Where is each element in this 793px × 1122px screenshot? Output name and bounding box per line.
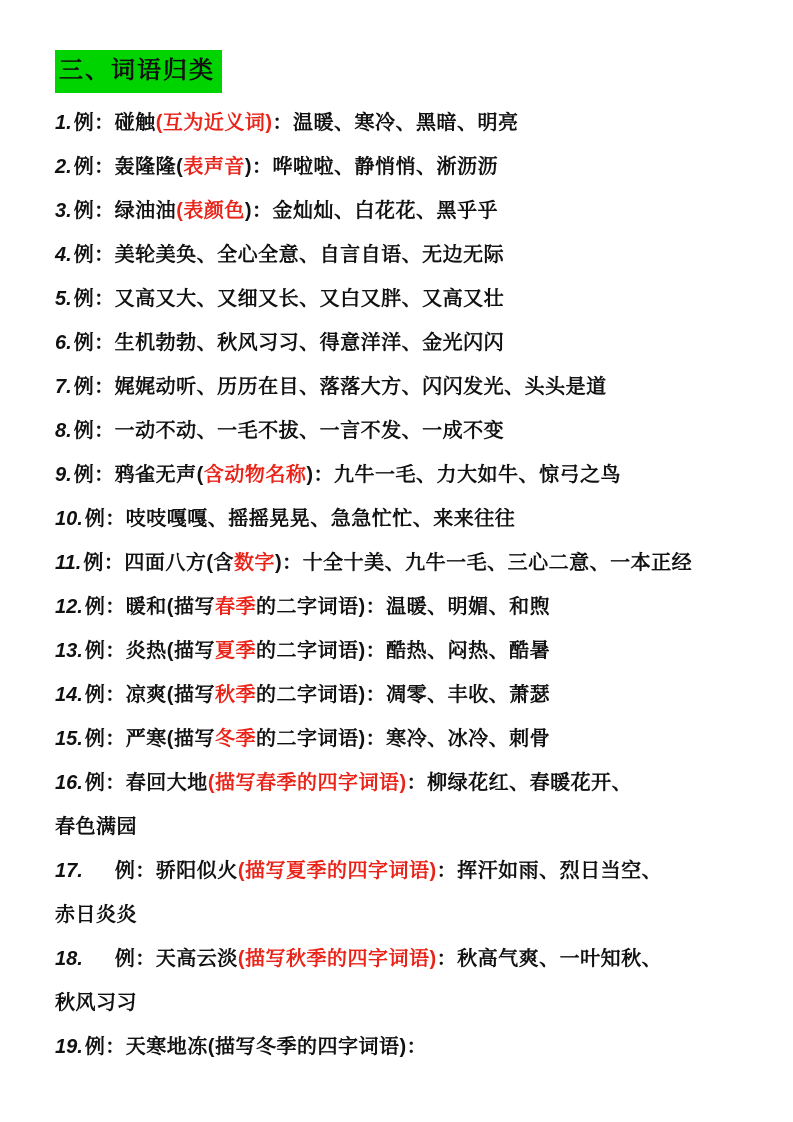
item-text: 例：娓娓动听、历历在目、落落大方、闪闪发光、头头是道 bbox=[73, 376, 607, 398]
item-text: 例：天高云淡 bbox=[114, 948, 238, 970]
red-annotation: 冬季 bbox=[214, 728, 256, 750]
item-text: ：挥汗如雨、烈日当空、 bbox=[436, 860, 663, 882]
item-text: 例：春回大地 bbox=[84, 772, 208, 794]
red-annotation: 夏季 bbox=[214, 640, 256, 662]
word-item-2 bbox=[55, 145, 763, 189]
word-item-13 bbox=[55, 629, 763, 673]
word-item-9 bbox=[55, 453, 763, 497]
item-number: 13. bbox=[55, 640, 83, 662]
item-number: 19. bbox=[55, 1036, 83, 1058]
word-item-14 bbox=[55, 673, 763, 717]
item-text: 例：天寒地冻(描写冬季的四字词语)： bbox=[84, 1036, 428, 1058]
item-number: 6. bbox=[55, 332, 72, 354]
red-annotation: (表颜色 bbox=[176, 200, 245, 222]
item-text: 例：轰隆隆( bbox=[73, 156, 184, 178]
red-annotation: 春季 bbox=[214, 596, 256, 618]
red-annotation: 秋季 bbox=[214, 684, 256, 706]
word-item-11 bbox=[55, 541, 763, 585]
item-number: 15. bbox=[55, 728, 83, 750]
item-text: 例：吱吱嘎嘎、摇摇晃晃、急急忙忙、来来往往 bbox=[84, 508, 516, 530]
item-text: 例：生机勃勃、秋风习习、得意洋洋、金光闪闪 bbox=[73, 332, 505, 354]
section-title-row bbox=[55, 50, 763, 93]
word-item-3 bbox=[55, 189, 763, 233]
item-text: 例：凉爽(描写 bbox=[84, 684, 215, 706]
item-text: 的二字词语)：寒冷、冰冷、刺骨 bbox=[255, 728, 551, 750]
item-text: 的二字词语)：凋零、丰收、萧瑟 bbox=[255, 684, 551, 706]
item-text: 例：美轮美奂、全心全意、自言自语、无边无际 bbox=[73, 244, 505, 266]
red-annotation: 含动物名称 bbox=[203, 464, 307, 486]
item-number: 14. bbox=[55, 684, 83, 706]
red-annotation: (互为近义词) bbox=[155, 112, 273, 134]
red-annotation: 数字 bbox=[234, 552, 275, 574]
item-text: 例：四面八方(含 bbox=[83, 552, 234, 574]
item-number: 9. bbox=[55, 464, 72, 486]
word-item-15 bbox=[55, 717, 763, 761]
item-number: 18. bbox=[55, 948, 83, 970]
word-item-7 bbox=[55, 365, 763, 409]
item-text: )：哗啦啦、静悄悄、淅沥沥 bbox=[244, 156, 499, 178]
word-item-17 bbox=[55, 849, 763, 937]
item-text: 赤日炎炎 bbox=[55, 904, 137, 926]
item-text: 例：碰触 bbox=[73, 112, 156, 134]
red-annotation: (描写秋季的四字词语) bbox=[237, 948, 437, 970]
item-text: 例：鸦雀无声( bbox=[73, 464, 204, 486]
word-item-4 bbox=[55, 233, 763, 277]
word-item-12 bbox=[55, 585, 763, 629]
item-text: )：十全十美、九牛一毛、三心二意、一本正经 bbox=[275, 552, 693, 574]
item-number: 12. bbox=[55, 596, 83, 618]
item-number: 10. bbox=[55, 508, 83, 530]
item-text: )：金灿灿、白花花、黑乎乎 bbox=[244, 200, 499, 222]
word-item-1 bbox=[55, 101, 763, 145]
item-text: ：柳绿花红、春暖花开、 bbox=[406, 772, 633, 794]
word-classification-list bbox=[55, 101, 763, 1069]
red-annotation: (描写夏季的四字词语) bbox=[237, 860, 437, 882]
item-number: 17. bbox=[55, 860, 83, 882]
item-text: ：秋高气爽、一叶知秋、 bbox=[436, 948, 663, 970]
item-text: 例：炎热(描写 bbox=[84, 640, 215, 662]
item-number: 4. bbox=[55, 244, 72, 266]
section-title: 三、词语归类 bbox=[55, 50, 222, 93]
item-text: 秋风习习 bbox=[55, 992, 137, 1014]
word-item-8 bbox=[55, 409, 763, 453]
word-item-16 bbox=[55, 761, 763, 849]
word-item-18 bbox=[55, 937, 763, 1025]
item-number: 16. bbox=[55, 772, 83, 794]
item-number: 5. bbox=[55, 288, 72, 310]
item-text: 例：一动不动、一毛不拔、一言不发、一成不变 bbox=[73, 420, 505, 442]
item-text: 例：又高又大、又细又长、又白又胖、又高又壮 bbox=[73, 288, 505, 310]
item-text: 春色满园 bbox=[55, 816, 137, 838]
item-text: )：九牛一毛、力大如牛、惊弓之鸟 bbox=[306, 464, 622, 486]
word-item-10 bbox=[55, 497, 763, 541]
item-text: 例：暖和(描写 bbox=[84, 596, 215, 618]
word-item-6 bbox=[55, 321, 763, 365]
item-number: 11. bbox=[55, 552, 82, 574]
word-item-5 bbox=[55, 277, 763, 321]
word-item-19 bbox=[55, 1025, 763, 1069]
item-number: 3. bbox=[55, 200, 72, 222]
item-text: ：温暖、寒冷、黑暗、明亮 bbox=[272, 112, 519, 134]
item-text: 例：骄阳似火 bbox=[114, 860, 238, 882]
red-annotation: 表声音 bbox=[183, 156, 245, 178]
red-annotation: (描写春季的四字词语) bbox=[207, 772, 407, 794]
item-number: 7. bbox=[55, 376, 72, 398]
item-text: 的二字词语)：酷热、闷热、酷暑 bbox=[255, 640, 551, 662]
item-text: 例：严寒(描写 bbox=[84, 728, 215, 750]
item-number: 1. bbox=[55, 112, 72, 134]
item-number: 8. bbox=[55, 420, 72, 442]
item-number: 2. bbox=[55, 156, 72, 178]
item-text: 的二字词语)：温暖、明媚、和煦 bbox=[255, 596, 551, 618]
item-text: 例：绿油油 bbox=[73, 200, 177, 222]
